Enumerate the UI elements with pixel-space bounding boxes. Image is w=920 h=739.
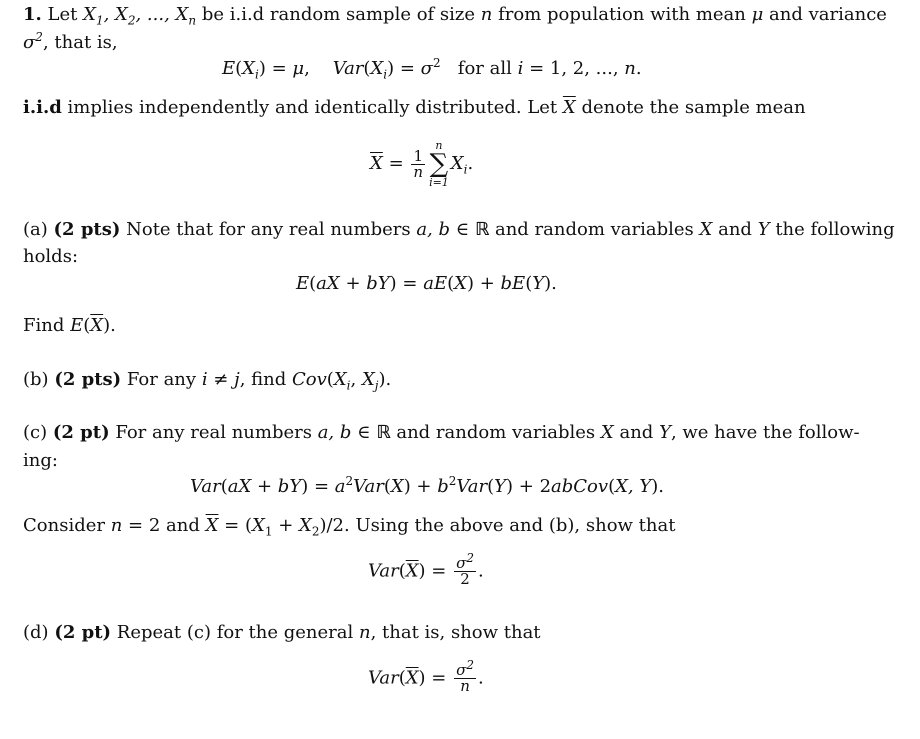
problem-number: 1. bbox=[23, 4, 42, 25]
part-label: (d) bbox=[23, 622, 49, 643]
part-c-consider: Consider n = 2 and $\overline{X} = (X_1 + X_2)/2$. Using the above and (b), show that bbox=[23, 515, 676, 539]
text: , that is, bbox=[42, 32, 118, 53]
equation-variance-linear: $Var(aX + bY) = a^2Var(X) + b^2Var(Y)$ + 2abCov(X, Y). bbox=[190, 474, 664, 497]
problem-intro-line2 bbox=[23, 32, 118, 54]
text: and random variables bbox=[396, 422, 596, 443]
points: (2 pt) bbox=[52, 422, 110, 443]
part-a-line2 bbox=[23, 246, 78, 268]
text: , that is, show that bbox=[370, 622, 541, 643]
text: , find bbox=[239, 369, 287, 390]
text: For any real numbers bbox=[115, 422, 312, 443]
points: (2 pts) bbox=[54, 369, 122, 390]
equation-var-xbar-n: $Var(\overline{X})$ = $\frac{\sigma^2}{n}$ . bbox=[368, 658, 484, 695]
text: holds: bbox=[23, 246, 79, 267]
text: the following bbox=[775, 219, 895, 240]
problem-intro-line1 bbox=[23, 4, 887, 28]
part-label: (c) bbox=[23, 422, 48, 443]
math-sigma2: $\sigma^2$ bbox=[23, 30, 43, 53]
iid-bold: i.i.d bbox=[23, 97, 62, 118]
math-xbar: $\overline{X}$ bbox=[562, 97, 576, 118]
iid-line bbox=[23, 97, 806, 119]
part-a-line1: (a) (2 pts) Note that for any real numbers a, b ∈ ℝ and random variables X and Y the following bbox=[23, 219, 895, 240]
math-mu: μ bbox=[751, 4, 764, 25]
text: for all bbox=[457, 58, 512, 79]
text: For any bbox=[126, 369, 197, 390]
points: (2 pts) bbox=[53, 219, 121, 240]
text: and variance bbox=[769, 4, 887, 25]
equation-linearity-expectation: E(aX + bY) = aE(X) + bE(Y). bbox=[296, 273, 557, 294]
text: Find bbox=[23, 315, 65, 336]
math-sequence: $X_1$, $X_2$, ..., $X_n$ bbox=[83, 4, 197, 28]
part-d: (d) (2 pt) Repeat (c) for the general n, that is, show that bbox=[23, 622, 541, 643]
part-c-line2 bbox=[23, 450, 58, 472]
equation-sample-mean: $\overline{X}$ = $\frac{1}{n}$ n ∑ i=1 $X_i$. bbox=[370, 139, 474, 189]
text: ing: bbox=[23, 450, 58, 471]
text: and random variables bbox=[494, 219, 694, 240]
math-n: n bbox=[480, 4, 493, 25]
text: . Using the above and (b), show that bbox=[344, 515, 676, 536]
text: from population with mean bbox=[498, 4, 746, 25]
text: , we have the follow- bbox=[670, 422, 860, 443]
text: implies independently and identically distributed. Let bbox=[67, 97, 558, 118]
text: and bbox=[166, 515, 200, 536]
text: Consider bbox=[23, 515, 105, 536]
part-label: (b) bbox=[23, 369, 49, 390]
equation-var-xbar-2: $Var(\overline{X})$ = $\frac{\sigma^2}{2}$ . bbox=[368, 551, 484, 588]
text: be i.i.d random sample of size bbox=[201, 4, 476, 25]
part-b: (b) (2 pts) For any i ≠ j, find $Cov(X_i$, $X_j$). bbox=[23, 369, 392, 393]
points: (2 pt) bbox=[54, 622, 112, 643]
text: and bbox=[718, 219, 752, 240]
equation-expectation-variance: $E(X_i) = \mu$, $Var(X_i) = \sigma^2$ for all i = 1, 2, ..., n. bbox=[222, 56, 642, 82]
part-a-find: Find $E(\overline{X})$. bbox=[23, 315, 116, 336]
text: Repeat (c) for the general bbox=[116, 622, 354, 643]
text: and bbox=[619, 422, 654, 443]
part-label: (a) bbox=[23, 219, 48, 240]
text: Let bbox=[47, 4, 78, 25]
text: denote the sample mean bbox=[581, 97, 806, 118]
text: Note that for any real numbers bbox=[126, 219, 411, 240]
part-c-line1: (c) (2 pt) For any real numbers a, b ∈ ℝ and random variables X and Y, we have the follow- bbox=[23, 422, 860, 443]
